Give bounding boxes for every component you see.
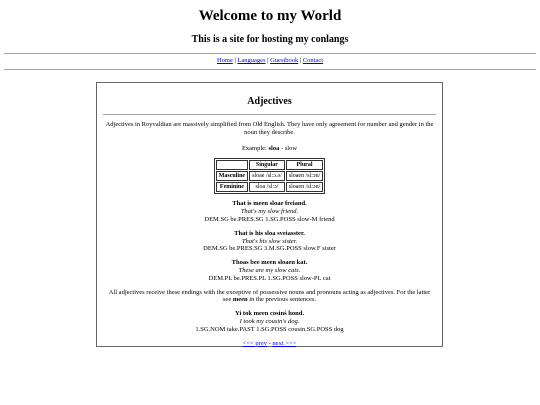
table-row	[216, 171, 324, 181]
example-block	[97, 259, 442, 282]
next-link[interactable]: next >>>	[272, 339, 297, 347]
nav-separator: |	[299, 57, 302, 64]
example-translation: That's my slow friend.	[240, 208, 299, 216]
nav-separator: |	[234, 57, 236, 64]
example-prefix: Example:	[241, 144, 267, 152]
site-subtitle: This is a site for hosting my conlangs	[191, 34, 349, 45]
example-gloss: 1.SG.NOM take.PAST 1.SG.POSS cousin.SG.POSS dog	[195, 325, 344, 333]
example-gloss: DEM.SG be.PRES.SG 1.SG.POSS slow-M friend	[204, 215, 335, 223]
prev-link[interactable]: <<< prev	[242, 339, 267, 347]
table-header-row	[216, 160, 324, 170]
example-sentence: Thoas bee meen sloaen kat.	[231, 259, 308, 267]
nav-separator: |	[267, 57, 269, 64]
table-row-label: Masculine	[216, 171, 248, 181]
example-block	[97, 200, 442, 223]
main-nav	[0, 57, 540, 64]
nav-link-languages[interactable]: Languages	[237, 57, 266, 64]
example-sentence: That is his sloa sveiasster.	[234, 229, 305, 237]
table-header-plural: Plural	[286, 160, 324, 170]
pager	[97, 340, 442, 348]
nav-link-guestbook[interactable]: Guestbook	[270, 57, 299, 64]
example-block	[97, 230, 442, 253]
site-title: Welcome to my World	[198, 8, 342, 24]
table-header-empty	[216, 160, 248, 170]
final-example-block	[97, 310, 442, 333]
table-cell: sloaen /sl:ɔn/	[286, 182, 324, 192]
example-meaning: - slow	[279, 144, 298, 152]
header-divider-bottom	[4, 69, 536, 70]
pager-separator: -	[266, 339, 273, 347]
article-intro: Adjectives in Royvaldian are massively simplified from Old English. They have only agreement for number and gender in the noun they describe.	[105, 121, 434, 136]
nav-link-contact[interactable]: Contact	[302, 57, 324, 64]
table-cell: sloae /sl:ɔ.ə/	[249, 171, 285, 181]
table-row	[216, 182, 324, 192]
example-word: sloa	[268, 144, 280, 152]
adjective-note	[105, 289, 434, 305]
example-line	[97, 145, 442, 153]
example-gloss: DEM.SG be.PRES.SG 3.M.SG.POSS slow.F sister	[203, 245, 336, 253]
note-bold-word: meen	[232, 296, 248, 304]
article-panel	[96, 82, 443, 347]
declension-table	[214, 158, 326, 194]
example-sentence: Yi tok meen cosinś hond.	[235, 310, 304, 318]
article-divider	[103, 114, 436, 115]
example-gloss: DEM.PL be.PRES.PL 1.SG.POSS slow-PL cat	[208, 274, 331, 282]
example-translation: That's his slow sister.	[241, 237, 298, 245]
example-sentence: That is meen sloae freiand.	[232, 200, 307, 208]
example-translation: These are my slow cats.	[238, 266, 301, 274]
example-translation: I took my cousin's dog.	[239, 317, 300, 325]
note-text-end: in the previous sentences.	[247, 296, 317, 304]
table-row-label: Feminine	[216, 182, 248, 192]
note-text: All adjectives receive these endings with the exceptive of possessive nouns and pronouns acting as adjectives. For the latter see	[108, 288, 431, 304]
header-divider-top	[4, 53, 536, 54]
table-header-singular: Singular	[249, 160, 285, 170]
table-cell: sloaen /sl:ɔn/	[286, 171, 324, 181]
article-title: Adjectives	[247, 96, 292, 107]
nav-link-home[interactable]: Home	[216, 57, 233, 64]
table-cell: sloa /sl:ɔ/	[249, 182, 285, 192]
